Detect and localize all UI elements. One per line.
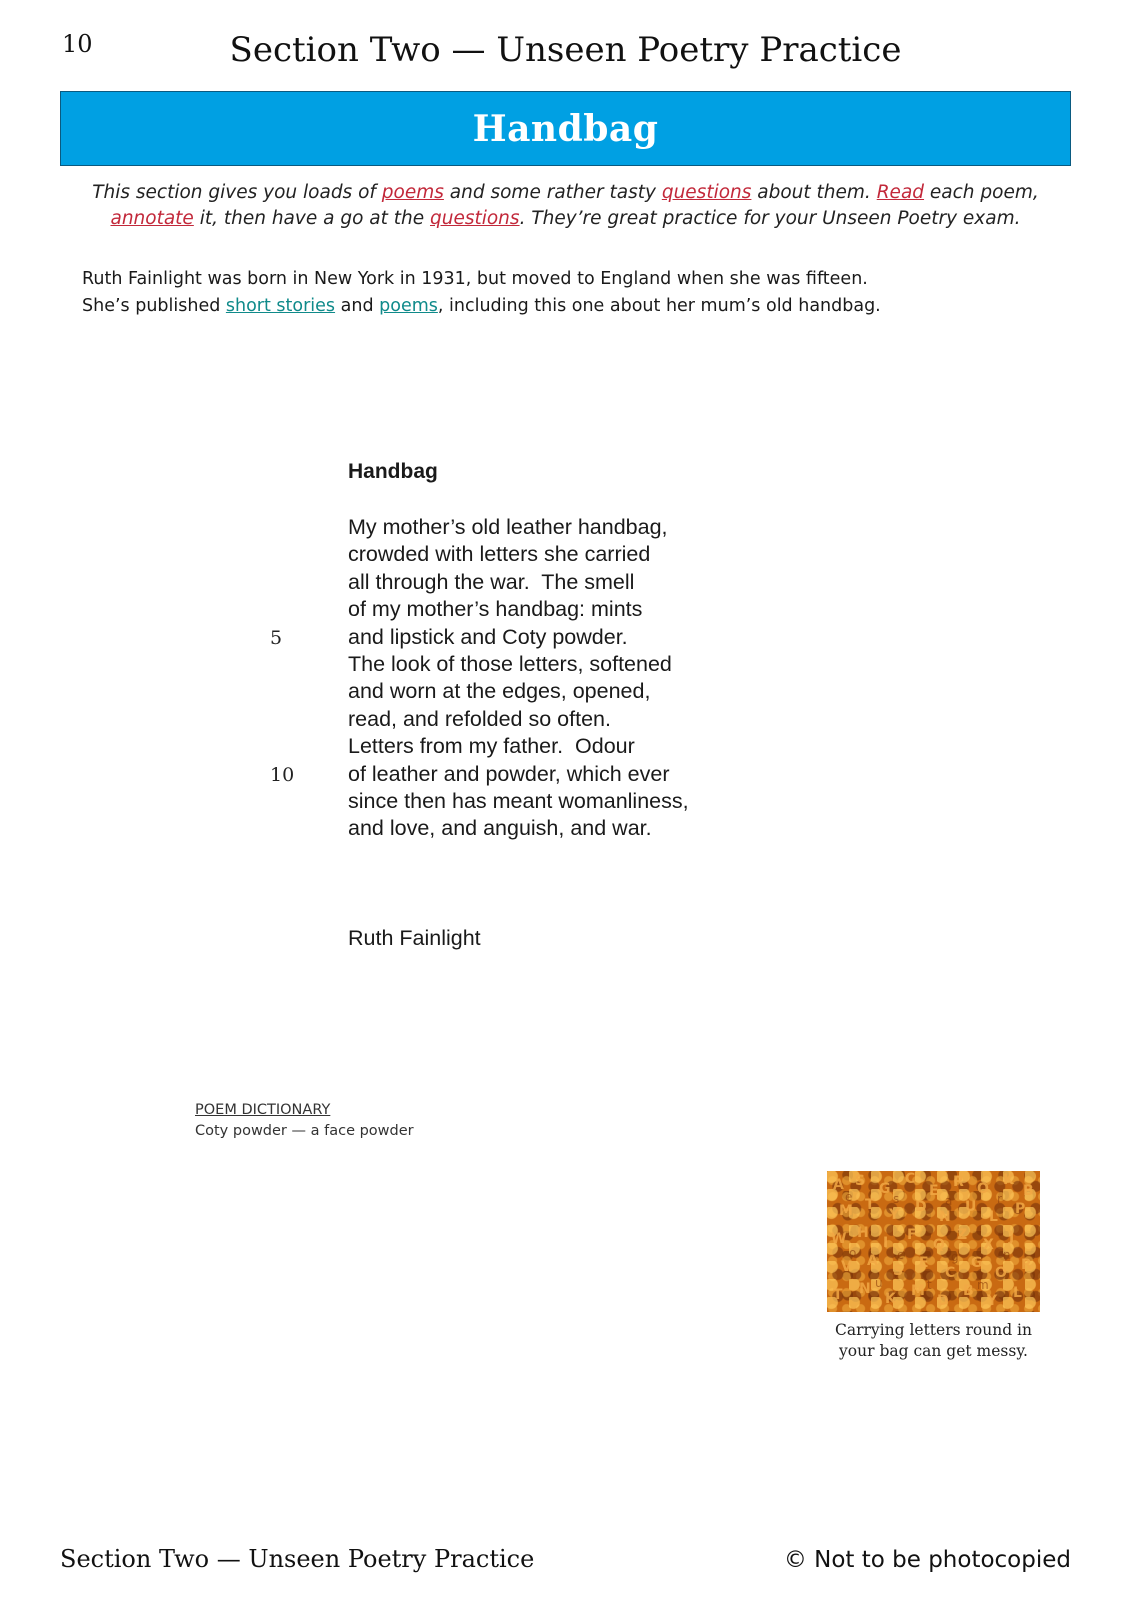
poem-line: My mother’s old leather handbag, bbox=[348, 515, 668, 539]
svg-text:X: X bbox=[983, 1237, 994, 1253]
svg-text:G: G bbox=[971, 1255, 983, 1271]
page-header-title: Section Two — Unseen Poetry Practice bbox=[229, 30, 902, 70]
svg-text:S: S bbox=[893, 1263, 904, 1279]
keyword-read: Read bbox=[876, 182, 925, 203]
svg-text:C: C bbox=[945, 1265, 956, 1281]
poem-line: of leather and powder, which ever bbox=[348, 761, 670, 786]
svg-text:e: e bbox=[845, 1190, 853, 1204]
svg-text:M: M bbox=[911, 1283, 925, 1299]
keyword-annotate: annotate bbox=[110, 208, 194, 229]
svg-text:L: L bbox=[989, 1209, 998, 1225]
page-number: 10 bbox=[62, 30, 93, 58]
line-number-5: 5 bbox=[270, 627, 283, 649]
svg-text:R: R bbox=[1021, 1257, 1032, 1273]
svg-text:D: D bbox=[937, 1293, 949, 1309]
footer-copyright-notice: © Not to be photocopied bbox=[783, 1547, 1071, 1573]
svg-text:o: o bbox=[849, 1246, 857, 1260]
intro-text bbox=[60, 180, 1071, 232]
svg-text:N: N bbox=[939, 1209, 951, 1225]
svg-text:O: O bbox=[977, 1181, 989, 1197]
svg-text:r: r bbox=[997, 1192, 1002, 1206]
poem-dictionary bbox=[195, 1100, 414, 1142]
bio-text-segment: She’s published bbox=[82, 296, 226, 316]
bio-text-segment: , including this one about her mum’s old handbag. bbox=[437, 296, 881, 316]
keyword-questions: questions bbox=[661, 182, 752, 203]
poem-line: and love, and anguish, and war. bbox=[348, 816, 652, 841]
svg-text:K: K bbox=[885, 1291, 896, 1307]
poem-line: and lipstick and Coty powder. bbox=[348, 624, 628, 649]
svg-text:G: G bbox=[879, 1181, 891, 1197]
bio-text-segment: and bbox=[335, 296, 380, 316]
svg-text:M: M bbox=[839, 1203, 853, 1219]
svg-text:c: c bbox=[897, 1248, 904, 1262]
intro-text-segment: and some rather tasty bbox=[443, 182, 662, 203]
svg-text:m: m bbox=[977, 1278, 989, 1292]
bio-line-1: Ruth Fainlight was born in New York in 1931, but moved to England when she was fifteen. bbox=[82, 269, 868, 289]
svg-text:Z: Z bbox=[957, 1227, 968, 1243]
svg-text:U: U bbox=[965, 1199, 977, 1215]
poem-line: and worn at the edges, opened, bbox=[348, 679, 651, 704]
poem-line: Letters from my father. Odour bbox=[348, 734, 635, 759]
svg-text:t: t bbox=[927, 1278, 932, 1292]
svg-text:C: C bbox=[905, 1171, 916, 1187]
svg-text:Q: Q bbox=[933, 1237, 945, 1253]
intro-line-2 bbox=[60, 206, 1071, 232]
svg-text:K: K bbox=[1003, 1172, 1014, 1188]
poem-line: crowded with letters she carried bbox=[348, 542, 651, 567]
svg-text:B: B bbox=[963, 1283, 974, 1299]
intro-text-segment: about them. bbox=[751, 182, 877, 203]
pasta-letters-texture bbox=[827, 1171, 1040, 1312]
caption-line-1: Carrying letters round in bbox=[834, 1321, 1032, 1339]
dictionary-heading: POEM DICTIONARY bbox=[195, 1102, 331, 1118]
title-banner bbox=[60, 91, 1071, 166]
poem-title: Handbag bbox=[348, 460, 438, 483]
svg-text:L: L bbox=[1013, 1285, 1022, 1301]
svg-text:g: g bbox=[951, 1250, 959, 1264]
svg-text:V: V bbox=[841, 1259, 852, 1275]
svg-text:D: D bbox=[915, 1199, 927, 1215]
banner-title: Handbag bbox=[472, 107, 659, 150]
svg-text:J: J bbox=[1009, 1229, 1015, 1245]
svg-text:u: u bbox=[875, 1276, 883, 1290]
svg-text:W: W bbox=[831, 1231, 847, 1247]
author-bio bbox=[82, 266, 1042, 320]
svg-text:E: E bbox=[929, 1183, 939, 1199]
bio-line-2 bbox=[82, 293, 1042, 320]
svg-text:n: n bbox=[1003, 1248, 1011, 1262]
keyword-questions: questions bbox=[429, 208, 520, 229]
poem-line: The look of those letters, softened bbox=[348, 651, 672, 676]
poem-line: since then has meant womanliness, bbox=[348, 788, 689, 813]
svg-text:S: S bbox=[855, 1173, 866, 1189]
keyword-short-stories: short stories bbox=[225, 296, 336, 316]
svg-text:H: H bbox=[857, 1225, 869, 1241]
svg-text:E: E bbox=[919, 1255, 929, 1271]
poem-line: read, and refolded so often. bbox=[348, 706, 611, 731]
intro-text-segment: This section gives you loads of bbox=[92, 182, 382, 203]
line-number-10: 10 bbox=[270, 764, 295, 786]
svg-text:P: P bbox=[1015, 1201, 1026, 1217]
intro-text-segment: . They’re great practice for your Unseen Poetry exam. bbox=[519, 208, 1021, 229]
intro-text-segment: each poem, bbox=[924, 182, 1039, 203]
svg-text:Y: Y bbox=[987, 1293, 998, 1309]
svg-text:N: N bbox=[859, 1281, 871, 1297]
caption-line-2: your bag can get messy. bbox=[839, 1342, 1028, 1360]
svg-text:A: A bbox=[833, 1177, 844, 1193]
svg-text:T: T bbox=[833, 1287, 843, 1303]
poem-author: Ruth Fainlight bbox=[348, 926, 481, 950]
svg-text:O: O bbox=[995, 1265, 1007, 1281]
svg-text:Y: Y bbox=[889, 1207, 900, 1223]
intro-line-1 bbox=[60, 180, 1071, 206]
svg-text:a: a bbox=[945, 1194, 953, 1208]
dictionary-entry: Coty powder — a face powder bbox=[195, 1123, 414, 1139]
poem-line: of my mother’s handbag: mints bbox=[348, 597, 643, 622]
svg-text:I: I bbox=[883, 1235, 889, 1251]
svg-text:F: F bbox=[907, 1227, 917, 1243]
svg-text:A: A bbox=[867, 1253, 878, 1269]
svg-text:B: B bbox=[1023, 1183, 1034, 1199]
photo-caption bbox=[827, 1320, 1040, 1362]
svg-text:T: T bbox=[865, 1197, 875, 1213]
svg-text:R: R bbox=[953, 1174, 964, 1190]
keyword-poems: poems bbox=[379, 296, 438, 316]
poem-line: all through the war. The smell bbox=[348, 569, 635, 594]
poem-body bbox=[348, 514, 689, 843]
alphabet-pasta-photo bbox=[827, 1171, 1040, 1312]
svg-text:s: s bbox=[893, 1192, 900, 1206]
keyword-poems: poems bbox=[381, 182, 444, 203]
footer-section-title: Section Two — Unseen Poetry Practice bbox=[60, 1545, 535, 1573]
intro-text-segment: it, then have a go at the bbox=[193, 208, 430, 229]
